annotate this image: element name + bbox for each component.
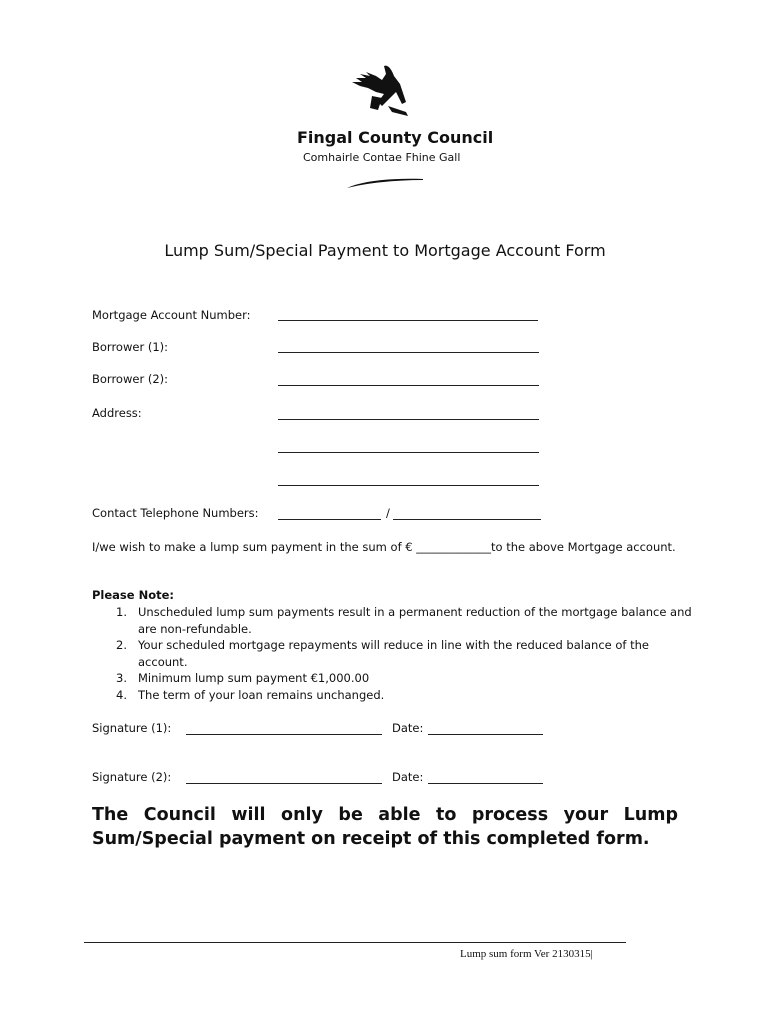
phone-label: Contact Telephone Numbers: — [92, 506, 259, 520]
note-item: 2. Your scheduled mortgage repayments will reduce in line with the reduced balance of the account. — [116, 638, 649, 669]
form-title: Lump Sum/Special Payment to Mortgage Account Form — [164, 241, 606, 260]
phone-line-2[interactable] — [393, 519, 541, 520]
signature2-line[interactable] — [186, 783, 382, 784]
address-line-2[interactable] — [278, 452, 539, 453]
borrower1-label: Borrower (1): — [92, 340, 168, 354]
date2-label: Date: — [392, 770, 424, 784]
phone-separator: / — [386, 506, 390, 520]
date2-line[interactable] — [428, 783, 543, 784]
account-number-label: Mortgage Account Number: — [92, 308, 251, 322]
footer-divider — [84, 942, 626, 943]
council-logo — [290, 62, 480, 192]
address-line-3[interactable] — [278, 485, 539, 486]
note-item: 4. The term of your loan remains unchanged. — [116, 687, 385, 702]
signature1-label: Signature (1): — [92, 721, 172, 735]
payment-statement: I/we wish to make a lump sum payment in the sum of € _____________to the above Mortgage account. — [92, 540, 676, 554]
swoosh-decoration — [345, 176, 425, 190]
address-label: Address: — [92, 406, 142, 420]
org-name-irish: Comhairle Contae Fhine Gall — [303, 151, 461, 164]
account-number-line[interactable] — [278, 320, 538, 321]
note-item: 1. Unscheduled lump sum payments result in a permanent reduction of the mortgage balance and are non-refundable. — [116, 605, 692, 636]
footer-version: Lump sum form Ver 2130315| — [460, 948, 593, 960]
address-line-1[interactable] — [278, 419, 539, 420]
signature2-label: Signature (2): — [92, 770, 172, 784]
date1-label: Date: — [392, 721, 424, 735]
notes-heading: Please Note: — [92, 588, 174, 602]
borrower1-line[interactable] — [278, 352, 539, 353]
eagle-icon — [348, 62, 418, 122]
borrower2-label: Borrower (2): — [92, 372, 168, 386]
date1-line[interactable] — [428, 734, 543, 735]
note-item: 3. Minimum lump sum payment €1,000.00 — [116, 671, 370, 685]
notes-list — [92, 604, 692, 703]
borrower2-line[interactable] — [278, 385, 539, 386]
signature1-line[interactable] — [186, 734, 382, 735]
org-name: Fingal County Council — [297, 128, 494, 147]
phone-line-1[interactable] — [278, 519, 381, 520]
closing-statement: The Council will only be able to process your Lump Sum/Special payment on receipt of this completed form. — [92, 805, 678, 849]
